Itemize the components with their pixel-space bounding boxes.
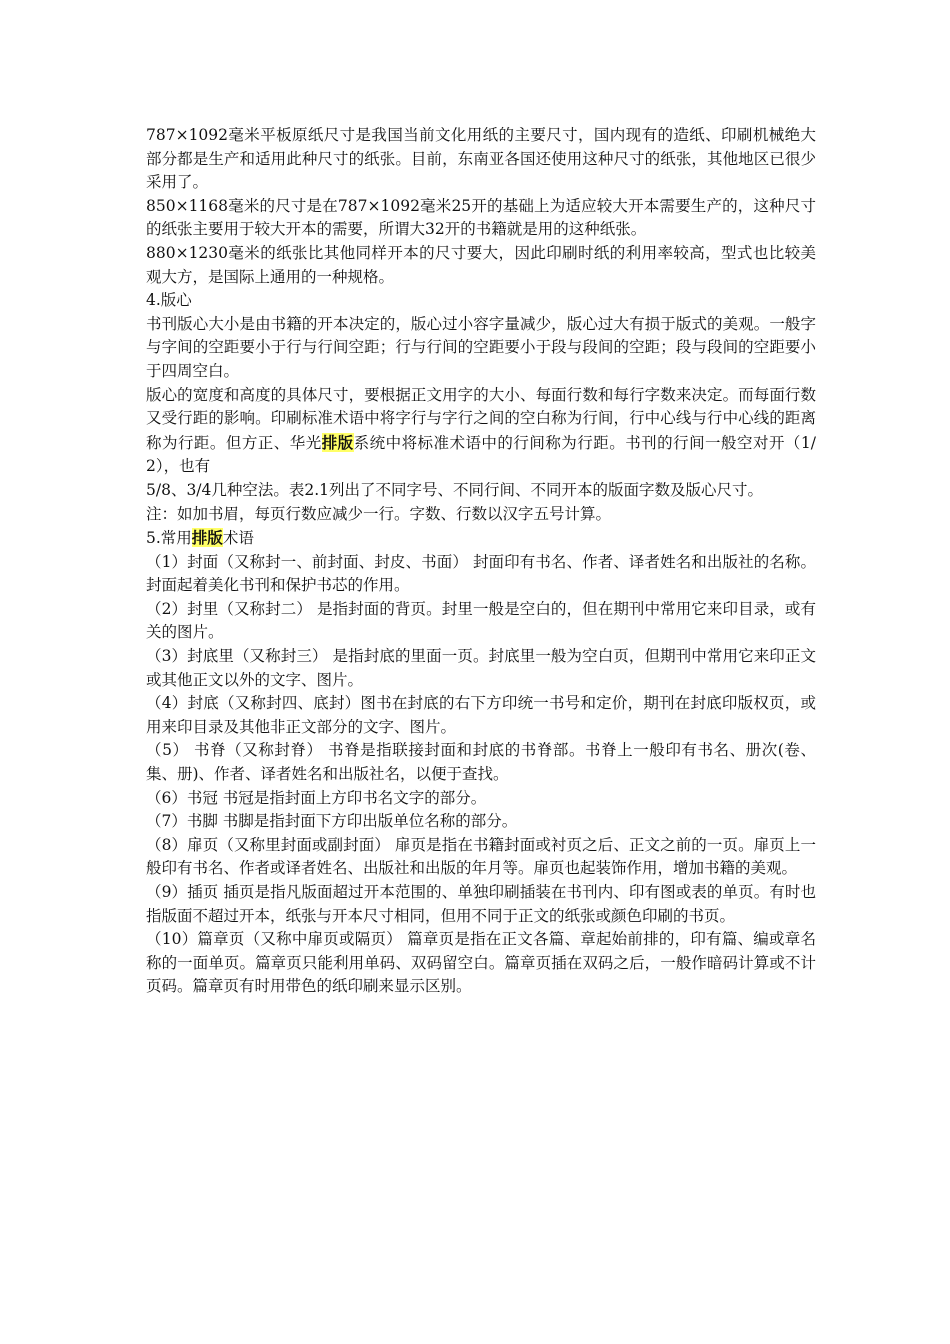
term-book-crown: （6）书冠 书冠是指封面上方印书名文字的部分。 (146, 788, 487, 807)
text-segment: 版心的宽度和高度的具体尺寸，要根据正文用字的大小、每面行数和每行字数来决定。而每面行数又受行距的影响。印刷标准术语中将字行与字行之间的空白称为行间，行中心线与行中心线的距离称为行距。但方正、华光 (146, 385, 816, 452)
term-back-cover: （4）封底（又称封四、底封）图书在封底的右下方印统一书号和定价，期刊在封底印版权页，或用来印目录及其他非正文部分的文字、图片。 (146, 694, 816, 736)
term-book-foot: （7）书脚 书脚是指封面下方印出版单位名称的部分。 (146, 812, 518, 831)
term-cover: （1）封面（又称封一、前封面、封皮、书面） 封面印有书名、作者、译者姓名和出版社的名称。封面起着美化书刊和保护书芯的作用。 (146, 552, 816, 595)
paragraph-spacing-methods: 5/8、3/4几种空法。表2.1列出了不同字号、不同行间、不同开本的版面字数及版心尺寸。 (146, 480, 764, 499)
paragraph-850-paper: 850×1168毫米的尺寸是在787×1092毫米25开的基础上为适应较大开本需要生产的，这种尺寸的纸张主要用于较大开本的需要，所谓大32开的书籍就是用的这种纸张。 (146, 196, 816, 239)
paragraph-type-area-size (146, 384, 816, 479)
heading-segment: 术语 (222, 529, 254, 548)
section-heading-4: 4.版心 (146, 291, 192, 310)
term-spine: （5） 书脊（又称封脊） 书脊是指联接封面和封底的书脊部。书脊上一般印有书名、册次(卷、集、册)、作者、译者姓名和出版社名，以便于查找。 (146, 741, 816, 784)
highlighted-term: 排版 (321, 432, 354, 452)
paragraph-880-paper: 880×1230毫米的纸张比其他同样开本的尺寸要大，因此印刷时纸的利用率较高，型式也比较美观大方，是国际上通用的一种规格。 (146, 243, 816, 286)
section-heading-5 (146, 526, 816, 551)
text-segment: 系统中将标准术语中的行间称为行距。书刊的行间一般空对开（1/2），也有 (146, 433, 816, 476)
paragraph-type-area: 书刊版心大小是由书籍的开本决定的，版心过小容字量减少，版心过大有损于版式的美观。一般字与字间的空距要小于行与行间空距；行与行间的空距要小于段与段间的空距；段与段间的空距要小于四周空白。 (146, 314, 816, 380)
term-inside-front-cover: （2）封里（又称封二） 是指封面的背页。封里一般是空白的，但在期刊中常用它来印目录，或有关的图片。 (146, 599, 816, 642)
term-inside-back-cover: （3）封底里（又称封三） 是指封底的里面一页。封底里一般为空白页，但期刊中常用它来印正文或其他正文以外的文字、图片。 (146, 647, 816, 689)
note: 注：如加书眉，每页行数应减少一行。字数、行数以汉字五号计算。 (146, 504, 612, 523)
paragraph-787-paper: 787×1092毫米平板原纸尺寸是我国当前文化用纸的主要尺寸，国内现有的造纸、印刷机械绝大部分都是生产和适用此种尺寸的纸张。目前，东南亚各国还使用这种尺寸的纸张，其他地区已很少采用了。 (146, 126, 816, 192)
term-title-page: （8）扉页（又称里封面或副封面） 扉页是指在书籍封面或衬页之后、正文之前的一页。扉页上一般印有书名、作者或译者姓名、出版社和出版的年月等。扉页也起装饰作用，增加书籍的美观。 (146, 835, 816, 878)
term-insert-page: （9）插页 插页是指凡版面超过开本范围的、单独印刷插装在书刊内、印有图或表的单页。有时也指版面不超过开本，纸张与开本尺寸相同，但用不同于正文的纸张或颜色印刷的书页。 (146, 883, 816, 925)
document-body (146, 124, 816, 999)
highlighted-term: 排版 (191, 528, 223, 548)
heading-segment: 5.常用 (146, 529, 192, 548)
term-chapter-page: （10）篇章页（又称中扉页或隔页） 篇章页是指在正文各篇、章起始前排的，印有篇、编或章名称的一面单页。篇章页只能利用单码、双码留空白。篇章页插在双码之后，一般作暗码计算或不计页码。篇章页有时用带色的纸印刷来显示区别。 (146, 930, 816, 996)
